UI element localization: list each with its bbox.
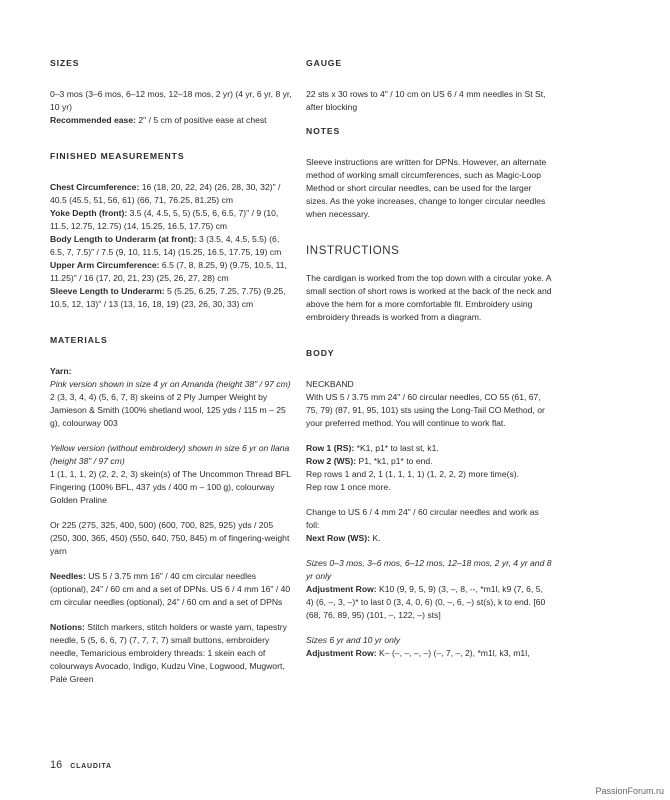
sleeve-length: Sleeve Length to Underarm: 5 (5.25, 6.25, 7.25, 7.75) (9.25, 10.5, 12, 13)" / 13 (13, 16, 18, 19) (23, 26, 30, 33) cm: [50, 286, 286, 309]
notions: Notions: Stitch markers, stitch holders or waste yarn, tapestry needle, 5 (5, 6, 6, 7) (7, 7, 7, 7) small buttons, embroidery needle, Temaricious embroidery threads: 1 skein each of colourways Avocado, Indigo, Kudzu Vine, Logwood, Mugwort, Pale Green: [50, 622, 287, 684]
instructions-heading: INSTRUCTIONS: [306, 245, 400, 257]
sizes-list: 0–3 mos (3–6 mos, 6–12 mos, 12–18 mos, 2 yr) (4 yr, 6 yr, 8 yr, 10 yr): [50, 89, 292, 112]
adjustment-row-1: Adjustment Row: K10 (9, 9, 5, 9) (3, –, 8, --, *m1l, k9 (7, 6, 5, 4) (6, –, 3, –)* to last 0 (3, 4, 0, 6) (0, –, 6, –) st(s), k to end. [60 (68, 76, 89, 95) (101, –, 122, –) sts]: [306, 584, 546, 620]
yarn-label: Yarn:: [50, 366, 72, 376]
repeat-rows: Rep rows 1 and 2, 1 (1, 1, 1, 1) (1, 2, 2, 2) more time(s).: [306, 469, 520, 479]
yellow-version: Yellow version (without embroidery) shown in size 6 yr on Ilana (height 38" / 97 cm): [50, 443, 290, 466]
yellow-yarn-text: 1 (1, 1, 1, 2) (2, 2, 2, 3) skein(s) of The Uncommon Thread BFL Fingering (100% BFL, 437 yds / 400 m – 100 g), colourway Golden Praline: [50, 469, 291, 505]
watermark: PassionForum.ru: [595, 786, 664, 796]
row-1: Row 1 (RS): *K1, p1* to last st, k1.: [306, 443, 439, 453]
body-length: Body Length to Underarm (at front): 3 (3.5, 4, 4.5, 5.5) (6, 6.5, 7, 7.5)" / 7.5 (9, 10, 11.5, 14) (15.25, 16.5, 17.75, 19) cm: [50, 234, 282, 257]
left-column: [50, 58, 294, 686]
neckband-text: With US 5 / 3.75 mm 24" / 60 circular needles, CO 55 (61, 67, 75, 79) (87, 91, 95, 101) sts using the Long-Tail CO Method, or your preferred method. You will continue to work flat.: [306, 392, 545, 428]
yoke-depth: Yoke Depth (front): 3.5 (4, 4.5, 5, 5) (5.5, 6, 6.5, 7)" / 9 (10, 11.5, 12.75, 12.75) (14, 15.25, 16.5, 17.75) cm: [50, 208, 279, 231]
pink-version: Pink version shown in size 4 yr on Amanda (height 38" / 97 cm): [50, 379, 291, 389]
needles: Needles: US 5 / 3.75 mm 16" / 40 cm circular needles (optional), 24" / 60 cm and a set of DPNs. US 6 / 4 mm 16" / 40 cm circular needles (optional), 24" / 60 cm and a set of DPNs: [50, 571, 291, 607]
neckband-subheading: NECKBAND: [306, 379, 354, 389]
upper-arm: Upper Arm Circumference: 6.5 (7, 8, 8.25, 9) (9.75, 10.5, 11, 11.25)" / 16 (17, 20, 21, 23) (25, 26, 27, 28) cm: [50, 260, 287, 283]
gauge-text: 22 sts x 30 rows to 4" / 10 cm on US 6 / 4 mm needles in St St, after blocking: [306, 89, 546, 112]
instructions-text: The cardigan is worked from the top down with a circular yoke. A small section of short rows is worked at the back of the neck and above the hem for a more comfortable fit. Embroidery using embroidery threads is worked from a diagram.: [306, 273, 552, 322]
page-footer: [50, 759, 112, 771]
row-2: Row 2 (WS): P1, *k1, p1* to end.: [306, 456, 433, 466]
right-column: [306, 58, 552, 660]
recommended-ease: Recommended ease: 2" / 5 cm of positive ease at chest: [50, 115, 267, 125]
sizes-group-2: Sizes 6 yr and 10 yr only: [306, 635, 401, 645]
gauge-heading: GAUGE: [306, 58, 343, 68]
notes-heading: NOTES: [306, 126, 341, 136]
pattern-title: CLAUDITA: [70, 763, 112, 770]
change-needles: Change to US 6 / 4 mm 24" / 60 circular needles and work as foll:: [306, 507, 539, 530]
page-number: 16: [50, 759, 63, 771]
repeat-row-1: Rep row 1 once more.: [306, 482, 391, 492]
adjustment-row-2: Adjustment Row: K– (–, –, –, –) (–, 7, –, 2), *m1l, k3, m1l,: [306, 648, 530, 658]
chest-circumference: Chest Circumference: 16 (18, 20, 22, 24) (26, 28, 30, 32)" / 40.5 (45.5, 51, 56, 61) (66, 71, 76.25, 81.25) cm: [50, 182, 281, 205]
sizes-heading: SIZES: [50, 58, 80, 68]
notes-text: Sleeve instructions are written for DPNs. However, an alternate method of working small circumferences, such as Magic-Loop Method or short circular needles, can be used for the larger sizes. As the yoke increases, change to longer circular needles when necessary.: [306, 157, 547, 219]
materials-heading: MATERIALS: [50, 335, 108, 345]
next-row: Next Row (WS): K.: [306, 533, 381, 543]
finished-measurements-heading: FINISHED MEASUREMENTS: [50, 151, 185, 161]
sizes-group-1: Sizes 0–3 mos, 3–6 mos, 6–12 mos, 12–18 mos, 2 yr, 4 yr and 8 yr only: [306, 558, 552, 581]
body-heading: BODY: [306, 348, 335, 358]
pink-yarn-text: 2 (3, 3, 4, 4) (5, 6, 7, 8) skeins of 2 Ply Jumper Weight by Jamieson & Smith (100% shetland wool, 125 yds / 115 m – 25 g), colourway 003: [50, 392, 286, 428]
alternate-yardage: Or 225 (275, 325, 400, 500) (600, 700, 825, 925) yds / 205 (250, 300, 365, 450) (550, 640, 750, 845) m of fingering-weight yarn: [50, 520, 290, 556]
